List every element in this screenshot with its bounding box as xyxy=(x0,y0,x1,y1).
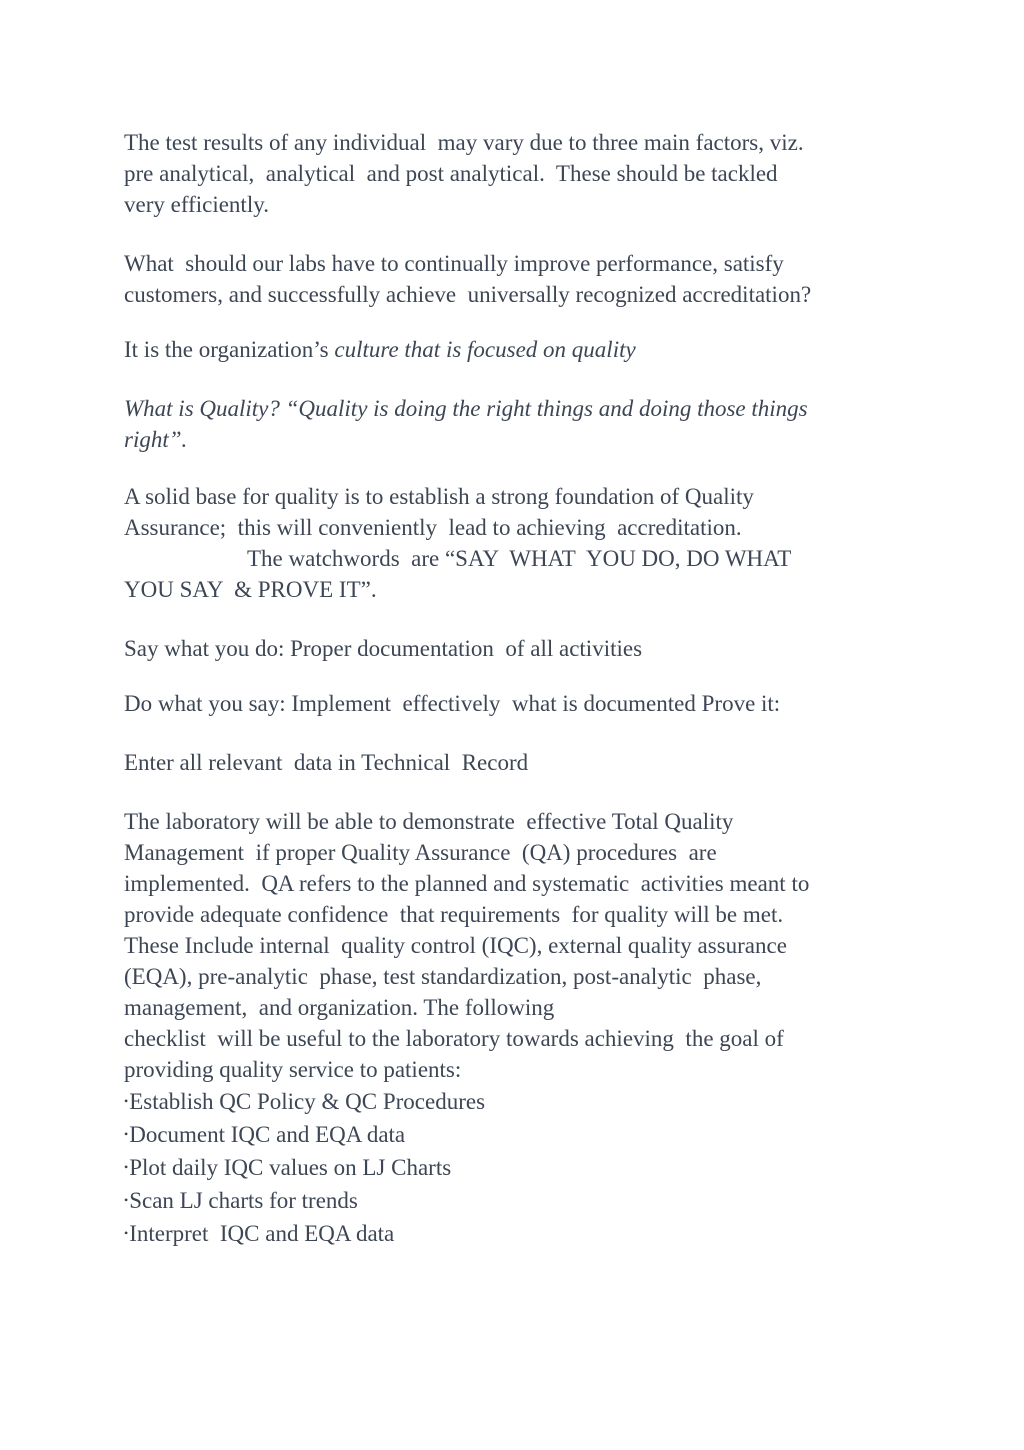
text-line: providing quality service to patients: xyxy=(124,1057,462,1082)
text-line: provide adequate confidence that requirements for quality will be met. xyxy=(124,902,784,927)
bullet-icon: • xyxy=(124,1160,129,1175)
text-line: very efficiently. xyxy=(124,192,269,217)
text-line: Enter all relevant data in Technical Record xyxy=(124,750,529,775)
document-page xyxy=(124,127,904,1250)
list-item xyxy=(124,1217,904,1250)
checklist xyxy=(124,1085,904,1250)
list-item-text: Plot daily IQC values on LJ Charts xyxy=(129,1155,452,1180)
paragraph-quality-assurance xyxy=(124,481,904,605)
paragraph-total-quality-management xyxy=(124,806,904,1085)
text-line: The watchwords are “SAY WHAT YOU DO, DO WHAT xyxy=(247,546,792,571)
culture-emphasis: culture that is focused on quality xyxy=(334,337,636,362)
text-line: The test results of any individual may vary due to three main factors, viz. xyxy=(124,130,804,155)
text-line: Do what you say: Implement effectively what is documented Prove it: xyxy=(124,691,781,716)
list-item xyxy=(124,1118,904,1151)
list-item xyxy=(124,1085,904,1118)
culture-prefix: It is the organization’s xyxy=(124,337,335,362)
text-line: These Include internal quality control (IQC), external quality assurance xyxy=(124,933,787,958)
paragraph-say-what-you-do xyxy=(124,633,904,664)
bullet-icon: • xyxy=(124,1127,129,1142)
list-item-text: Scan LJ charts for trends xyxy=(129,1188,358,1213)
text-line: management, and organization. The following xyxy=(124,995,555,1020)
text-line: Assurance; this will conveniently lead to achieving accreditation. xyxy=(124,515,742,540)
text-line: A solid base for quality is to establish a strong foundation of Quality xyxy=(124,484,754,509)
text-line: (EQA), pre-analytic phase, test standardization, post-analytic phase, xyxy=(124,964,762,989)
list-item xyxy=(124,1151,904,1184)
text-line: What is Quality? “Quality is doing the right things and doing those things xyxy=(124,396,808,421)
bullet-icon: • xyxy=(124,1094,129,1109)
text-line: Management if proper Quality Assurance (QA) procedures are xyxy=(124,840,717,865)
text-line: implemented. QA refers to the planned and systematic activities meant to xyxy=(124,871,810,896)
paragraph-test-factors xyxy=(124,127,904,220)
text-line: What should our labs have to continually improve performance, satisfy xyxy=(124,251,784,276)
list-item-text: Interpret IQC and EQA data xyxy=(129,1221,395,1246)
list-item xyxy=(124,1184,904,1217)
bullet-icon: • xyxy=(124,1226,129,1241)
list-item-text: Establish QC Policy & QC Procedures xyxy=(129,1089,486,1114)
text-line: right”. xyxy=(124,427,188,452)
list-item-text: Document IQC and EQA data xyxy=(129,1122,406,1147)
paragraph-do-what-you-say xyxy=(124,688,904,719)
paragraph-quality-definition xyxy=(124,393,904,455)
text-line: YOU SAY & PROVE IT”. xyxy=(124,577,377,602)
text-line: The laboratory will be able to demonstrate effective Total Quality xyxy=(124,809,734,834)
paragraph-culture xyxy=(124,334,904,365)
text-line: pre analytical, analytical and post analytical. These should be tackled xyxy=(124,161,778,186)
text-line: checklist will be useful to the laboratory towards achieving the goal of xyxy=(124,1026,784,1051)
text-line: customers, and successfully achieve universally recognized accreditation? xyxy=(124,282,812,307)
bullet-icon: • xyxy=(124,1193,129,1208)
paragraph-lab-question xyxy=(124,248,904,310)
paragraph-technical-record xyxy=(124,747,904,778)
text-line: Say what you do: Proper documentation of all activities xyxy=(124,636,643,661)
